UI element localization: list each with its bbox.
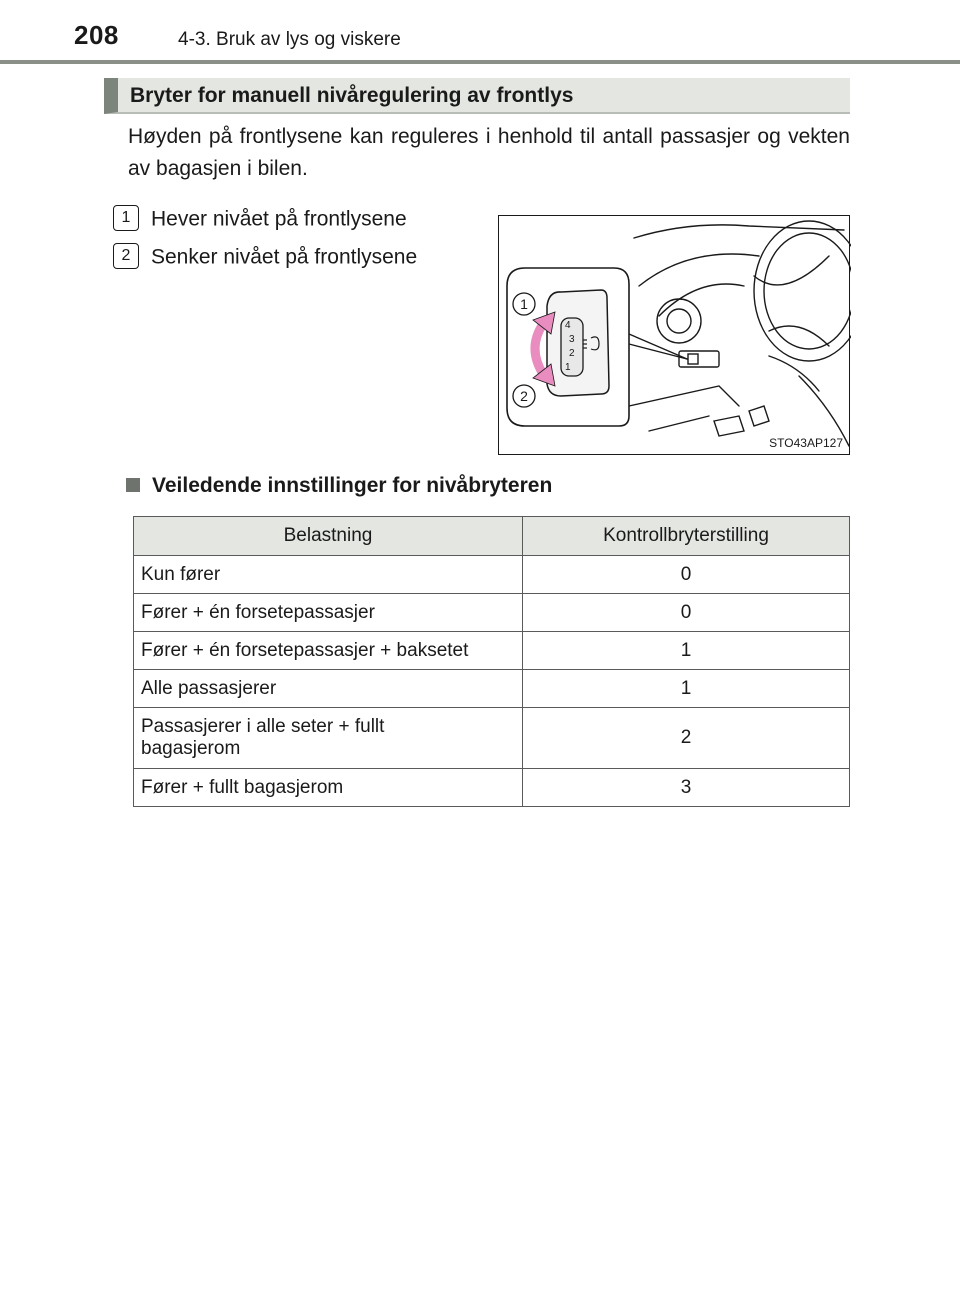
table-row xyxy=(134,594,850,632)
table-row xyxy=(134,632,850,670)
dial-mark-3: 3 xyxy=(569,334,575,345)
dial-mark-2: 2 xyxy=(569,348,575,359)
dial-mark-4: 4 xyxy=(565,320,571,331)
position-cell: 1 xyxy=(523,632,850,670)
step-number-badge: 2 xyxy=(113,243,139,269)
table-row xyxy=(134,769,850,807)
callout-2: 2 xyxy=(520,388,528,404)
column-header-load: Belastning xyxy=(134,517,523,556)
position-cell: 0 xyxy=(523,594,850,632)
square-bullet-icon xyxy=(126,478,140,492)
table-row xyxy=(134,556,850,594)
position-cell: 2 xyxy=(523,708,850,769)
table-header-row xyxy=(134,517,850,556)
position-cell: 3 xyxy=(523,769,850,807)
headlight-leveling-figure xyxy=(498,215,850,455)
step-number-badge: 1 xyxy=(113,205,139,231)
load-cell: Fører + én forsetepassasjer xyxy=(134,594,523,632)
column-header-position: Kontrollbryterstilling xyxy=(523,517,850,556)
guide-title: Veiledende innstillinger for nivåbryteren xyxy=(152,474,553,497)
step-raise xyxy=(113,207,407,233)
load-cell: Fører + én forsetepassasjer + baksetet xyxy=(134,632,523,670)
intro-paragraph: Høyden på frontlysene kan reguleres i henhold til antall passasjer og vekten av bagasjen i bilen. xyxy=(128,125,850,180)
page-number: 208 xyxy=(74,20,119,50)
position-cell: 0 xyxy=(523,556,850,594)
step-lower xyxy=(113,245,417,271)
dashboard-illustration xyxy=(499,216,851,456)
callout-1: 1 xyxy=(520,296,528,312)
section-heading-box xyxy=(104,78,850,114)
load-cell: Kun fører xyxy=(134,556,523,594)
position-cell: 1 xyxy=(523,670,850,708)
load-cell: Alle passasjerer xyxy=(134,670,523,708)
load-cell: Fører + fullt bagasjerom xyxy=(134,769,523,807)
leveling-guide-table xyxy=(133,516,850,807)
chapter-title: 4-3. Bruk av lys og viskere xyxy=(178,29,401,50)
dial-mark-1: 1 xyxy=(565,362,571,373)
step-text: Hever nivået på frontlysene xyxy=(151,207,407,231)
guide-heading xyxy=(126,474,552,498)
figure-code: STO43AP127 xyxy=(769,436,843,450)
header-divider xyxy=(0,60,960,64)
table-row xyxy=(134,670,850,708)
load-cell: Passasjerer i alle seter + fullt bagasjerom xyxy=(134,708,523,769)
step-text: Senker nivået på frontlysene xyxy=(151,245,418,269)
table-row xyxy=(134,708,850,769)
section-title: Bryter for manuell nivåregulering av frontlys xyxy=(130,84,574,107)
